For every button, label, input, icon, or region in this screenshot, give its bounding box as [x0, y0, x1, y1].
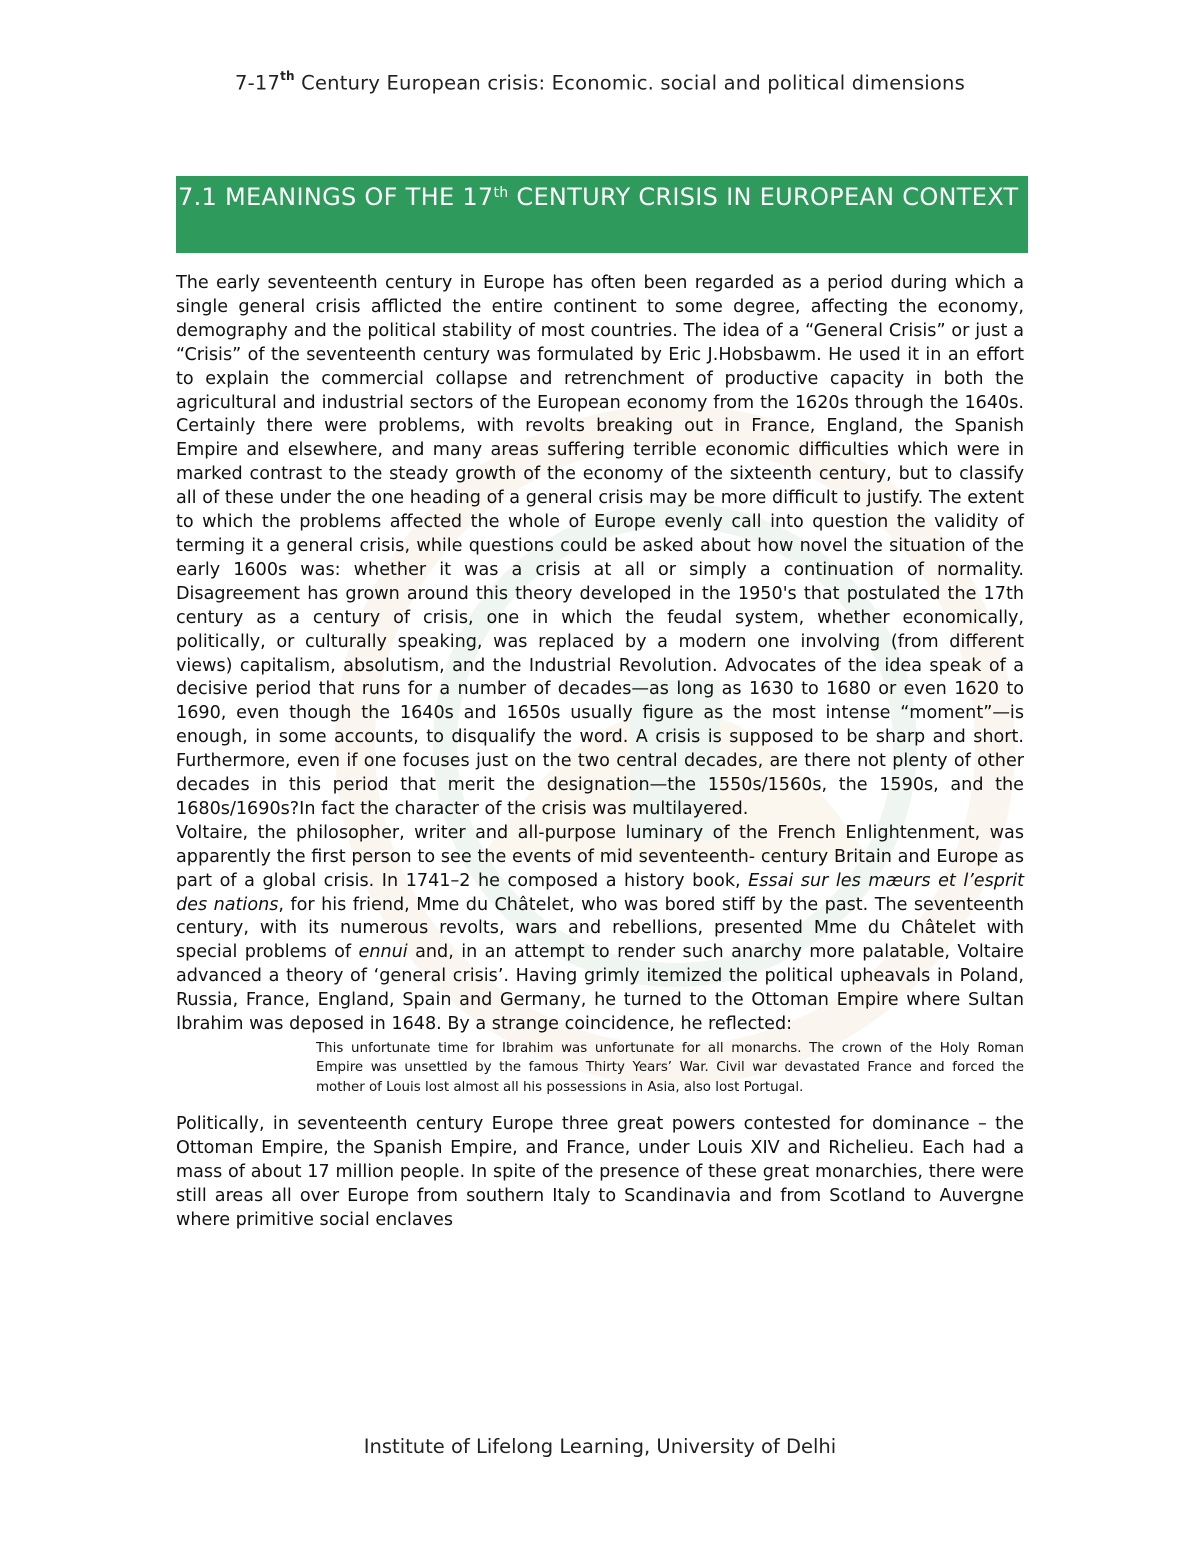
paragraph-voltaire-part-3: and, in an attempt to render such anarchy more palatable, Voltaire advanced a theory of ‘general crisis’. Having grimly itemized the political upheavals in Poland, Russia, France, England, Spain and Germany, he turned to the Ottoman Empire where Sultan Ibrahim was deposed in 1648. By a strange coincidence, he reflected:	[176, 942, 1024, 1035]
page-header-suffix: Century European crisis: Economic. social and political dimensions	[294, 71, 965, 95]
main-content	[176, 272, 1024, 1233]
ennui-word: ennui	[358, 942, 408, 963]
page-header	[0, 71, 1200, 95]
book-title: Essai sur les mæurs et l’esprit des nations	[176, 870, 1024, 915]
block-quote: This unfortunate time for Ibrahim was unfortunate for all monarchs. The crown of the Holy Roman Empire was unsettled by the famous Thirty Years’ War. Civil war devastated France and forced the mother of Louis lost almost all his possessions in Asia, also lost Portugal.	[316, 1041, 1024, 1095]
section-heading-superscript: th	[493, 185, 509, 201]
paragraph-great-powers: Politically, in seventeenth century Europe three great powers contested for dominance – the Ottoman Empire, the Spanish Empire, and France, under Louis XIV and Richelieu. Each had a mass of about 17 million people. In spite of the presence of these great monarchies, there were still areas all over Europe from southern Italy to Scandinavia and from Scotland to Auvergne where primitive social enclaves	[176, 1114, 1024, 1230]
paragraph-general-crisis: The early seventeenth century in Europe has often been regarded as a period during which a single general crisis afflicted the entire continent to some degree, affecting the economy, demography and the political stability of most countries. The idea of a “General Crisis” or just a “Crisis” of the seventeenth century was formulated by Eric J.Hobsbawm. He used it in an effort to explain the commercial collapse and retrenchment of productive capacity in both the agricultural and industrial sectors of the European economy from the 1620s through the 1640s. Certainly there were problems, with revolts breaking out in France, England, the Spanish Empire and elsewhere, and many areas suffering terrible economic difficulties which were in marked contrast to the steady growth of the economy of the sixteenth century, but to classify all of these under the one heading of a general crisis may be more difficult to justify. The extent to which the problems affected the whole of Europe evenly call into question the validity of terming it a general crisis, while questions could be asked about how novel the situation of the early 1600s was: whether it was a crisis at all or simply a continuation of normality. Disagreement has grown around this theory developed in the 1950's that postulated the 17th century as a century of crisis, one in which the feudal system, whether economically, politically, or culturally speaking, was replaced by a modern one involving (from different views) capitalism, absolutism, and the Industrial Revolution. Advocates of the idea speak of a decisive period that runs for a number of decades—as long as 1630 to 1680 or even 1620 to 1690, even though the 1640s and 1650s usually figure as the most intense “moment”—is enough, in some accounts, to disqualify the word. A crisis is supposed to be sharp and short. Furthermore, even if one focuses just on the two central decades, are there not plenty of other decades in this period that merit the designation—the 1550s/1560s, the 1590s, and the 1680s/1690s?In fact the character of the crisis was multilayered.	[176, 273, 1024, 819]
paragraph-voltaire-part-2: , for his friend, Mme du Châtelet, who was bored stiff by the past. The seventeenth century, with its numerous revolts, wars and rebellions, presented Mme du Châtelet with special problems of	[176, 894, 1024, 963]
paragraph-voltaire	[176, 822, 1024, 1037]
page-footer: Institute of Lifelong Learning, University of Delhi	[363, 1435, 837, 1458]
section-heading-suffix: CENTURY CRISIS IN EUROPEAN CONTEXT	[508, 183, 1019, 211]
section-heading	[176, 176, 1028, 253]
page-header-prefix: 7-17	[235, 71, 281, 95]
page-header-superscript: th	[280, 69, 295, 83]
section-heading-prefix: 7.1 MEANINGS OF THE 17	[178, 183, 494, 211]
paragraph-voltaire-part-1: Voltaire, the philosopher, writer and all-purpose luminary of the French Enlightenment, was apparently the first person to see the events of mid seventeenth- century Britain and Europe as part of a global crisis. In 1741–2 he composed a history book,	[176, 822, 1024, 891]
